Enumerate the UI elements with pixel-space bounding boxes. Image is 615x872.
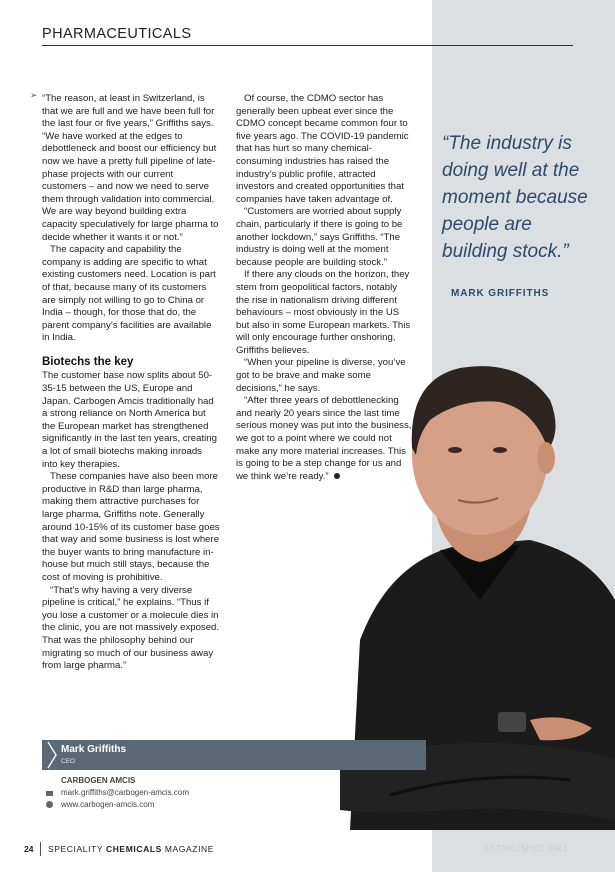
established-note: ESTABLISHED 1981 xyxy=(484,844,569,853)
paragraph: “That’s why having a very diverse pipeline is critical,” he explains. “Thus if you lose a customer or a molecule dies in the clinic, you are not massively exposed. That was the philosophy behind our migrating so much of our business away from large pharma.” xyxy=(42,584,220,672)
paragraph: “The reason, at least in Switzerland, is that we are full and we have been full for the last four or five years,” Griffiths says. “We have worked at the edges to debottleneck and boost our efficiency but now we have a pretty full pipeline of late-phase projects with our current customers – and now we need to serve them through validation into commercial. We are way beyond building extra capacity speculatively for large pharma to decide whether it wants it or not.” xyxy=(42,93,219,243)
contact-website[interactable]: www.carbogen-amcis.com xyxy=(61,800,155,809)
end-mark-icon xyxy=(334,473,340,479)
globe-icon xyxy=(46,801,53,808)
header-rule xyxy=(42,45,573,46)
contact-role: CEO xyxy=(61,758,76,765)
article-column-1 xyxy=(42,93,220,673)
subheading: Biotechs the key xyxy=(42,355,134,368)
paragraph: The customer base now splits about 50-35-15 between the US, Europe and Japan. Carbogen Amcis traditionally had a strong reliance on North America but the European market has strengthened significantly in the last ten years, creating a lot of small biotechs making inroads into key therapies. xyxy=(42,370,217,470)
paragraph: “Customers are worried about supply chain, particularly if there is going to be another lockdown,” says Griffiths. “The industry is doing well at the moment because people are building stock.” xyxy=(236,206,403,268)
footer-divider xyxy=(40,842,41,856)
pull-quote: “The industry is doing well at the moment because people are building stock.” xyxy=(442,133,588,262)
mag-prefix: SPECIALITY xyxy=(48,844,103,854)
chevron-right-icon: ➢ xyxy=(30,90,38,100)
paragraph xyxy=(236,395,413,483)
envelope-icon xyxy=(46,791,53,796)
contact-email[interactable]: mark.griffiths@carbogen-amcis.com xyxy=(61,788,190,797)
paragraph: These companies have also been more productive in R&D than large pharma, making them attractive purchases for large pharma, Griffiths note. Generally around 10-15% of its customer base goes that way and some business is lost where the buyer wants to bring manufacture in-house but much still stays, because the cost of moving is prohibitive. xyxy=(42,471,220,583)
mag-suffix: MAGAZINE xyxy=(164,844,215,854)
article-column-2 xyxy=(236,93,413,483)
page-number: 24 xyxy=(24,844,34,854)
pull-quote-author: MARK GRIFFITHS xyxy=(451,288,550,299)
contact-name: Mark Griffiths xyxy=(61,744,127,755)
paragraph-text: “After three years of debottlenecking and nearly 20 years since the last time serious money was put into the business, we got to a point where we could not make any more material increases. This is going to be a step change for us and we think we’re ready.” xyxy=(236,395,412,482)
mag-bold: CHEMICALS xyxy=(105,844,162,854)
paragraph: The capacity and capability the company is adding are specific to what existing customers need. Location is part of that, because many of its customers are simply not willing to go to China or India – though, for those that do, the parent company’s facilities are available in India. xyxy=(42,244,216,344)
paragraph: “When your pipeline is diverse, you’ve got to be brave and make some decisions,” he says. xyxy=(236,357,406,394)
section-header: PHARMACEUTICALS xyxy=(42,26,192,42)
magazine-name xyxy=(48,844,214,854)
paragraph: If there any clouds on the horizon, they stem from geopolitical factors, notably the rise in nationalism driving different behaviours – most obviously in the US but also in some European markets. This will only encourage further onshoring, Griffiths believes. xyxy=(236,269,411,356)
chevron-right-icon xyxy=(46,740,58,770)
paragraph: Of course, the CDMO sector has generally been upbeat ever since the CDMO concept became common four to five years ago. The COVID-19 pandemic that has hurt so many chemical-consuming industries has raised the industry’s public profile, attracted investors and created opportunities that companies have taken advantage of. xyxy=(236,93,409,205)
contact-company: CARBOGEN AMCIS xyxy=(61,776,136,785)
